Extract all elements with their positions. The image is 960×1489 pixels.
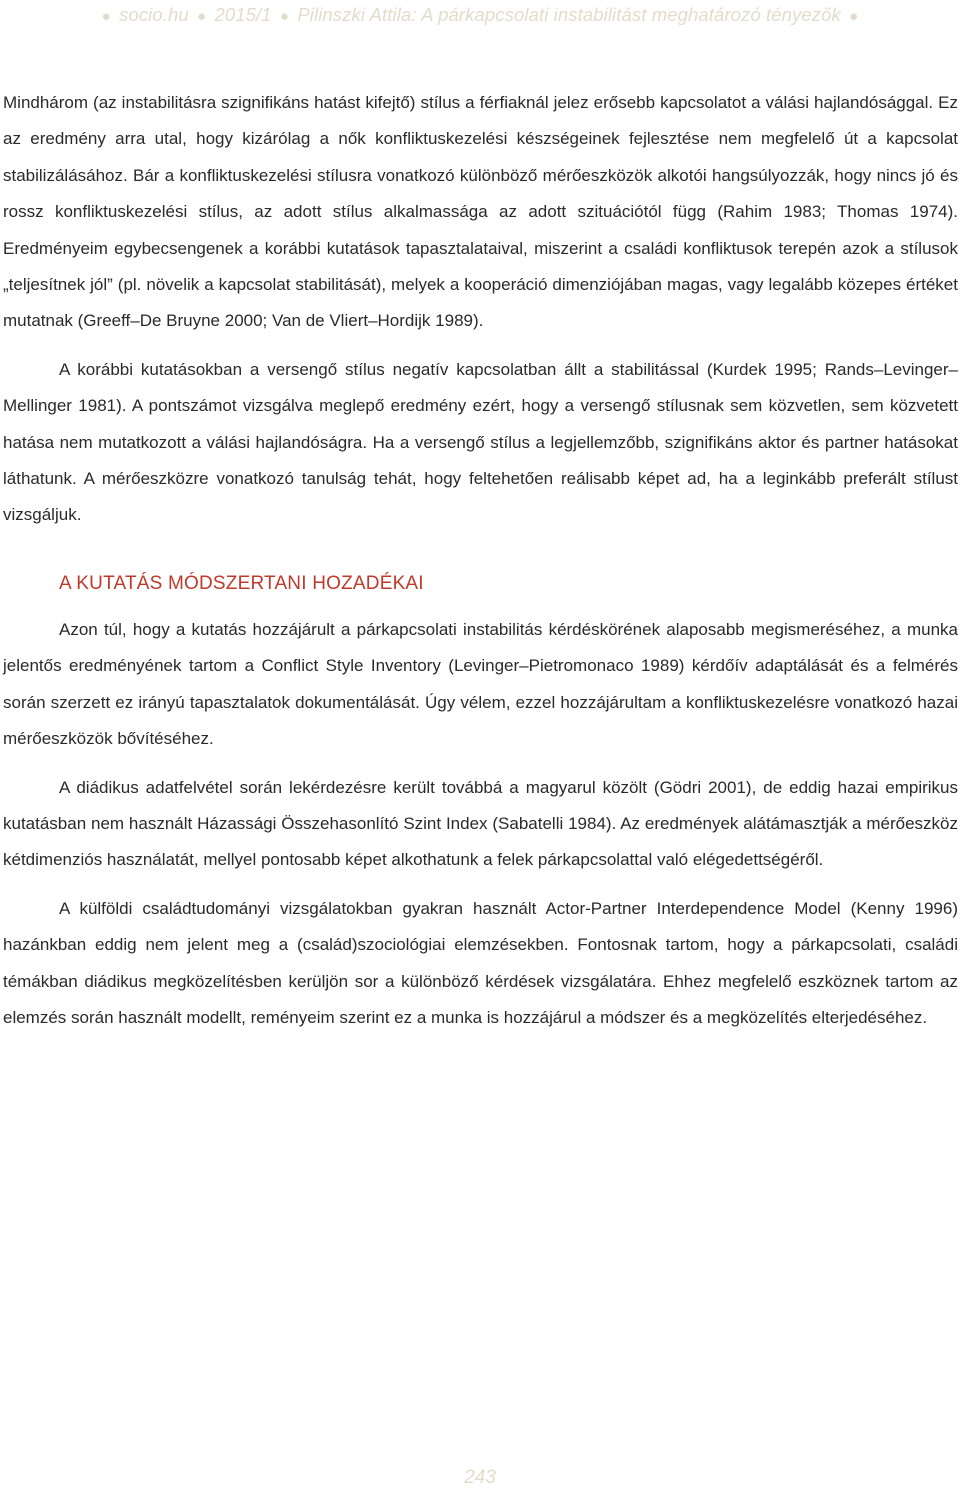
paragraph-4: A diádikus adatfelvétel során lekérdezésre került továbbá a magyarul közölt (Gödri 2001), de eddig hazai empirikus kutatásban nem használt Házassági Összehasonlító Szint Index (Sabatelli 1984). Az eredmények alátámasztják a mérőeszköz kétdimenziós használatát, mellyel pontosabb képet alkothatunk a felek párkapcsolattal való elégedettségéről.: [3, 777, 958, 870]
paragraph-1: Mindhárom (az instabilitásra szignifikáns hatást kifejtő) stílus a férfiaknál jelez erősebb kapcsolatot a válási hajlandósággal. Ez az eredmény arra utal, hogy kizárólag a nők konfliktuskezelési készségeinek fejlesztése nem megfelelő út a kapcsolat stabilizálásához. Bár a konfliktuskezelési stílusra vonatkozó különböző mérőeszközök alkotói hangsúlyozzák, hogy nincs jó és rossz konfliktuskezelési stílus, az adott stílus alkalmassága az adott szituációtól függ (Rahim 1983; Thomas 1974). Eredményeim egybecsengenek a korábbi kutatások tapasztalataival, miszerint a családi konfliktusok terepén azok a stílusok „teljesítnek jól” (pl. növelik a kapcsolat stabilitását), melyek a kooperáció dimenziójában magas, vagy legalább közepes értéket mutatnak (Greeff–De Bruyne 2000; Van de Vliert–Hordijk 1989).: [3, 93, 958, 331]
bullet-icon: ●: [849, 8, 859, 25]
header-issue: 2015/1: [214, 4, 272, 25]
running-header: [0, 4, 960, 26]
page-number: 243: [464, 1467, 496, 1488]
bullet-icon: ●: [279, 8, 290, 25]
bullet-icon: ●: [197, 8, 207, 25]
bullet-icon: ●: [101, 8, 111, 25]
paragraph-2: A korábbi kutatásokban a versengő stílus negatív kapcsolatban állt a stabilitással (Kurdek 1995; Rands–Levinger–Mellinger 1981). A pontszámot vizsgálva meglepő eredmény ezért, hogy a versengő stílusnak sem közvetlen, sem közvetett hatása nem mutatkozott a válási hajlandóságra. Ha a versengő stílus a legjellemzőbb, szignifikáns aktor és partner hatásokat láthatunk. A mérőeszközre vonatkozó tanulság tehát, hogy feltehetően reálisabb képet ad, ha a leginkább preferált stílust vizsgáljuk.: [3, 359, 958, 525]
article-body: [3, 85, 958, 1036]
header-site: socio.hu: [119, 4, 189, 25]
section-heading: A KUTATÁS MÓDSZERTANI HOZADÉKAI: [59, 572, 424, 594]
header-article: Pilinszki Attila: A párkapcsolati instabilitást meghatározó tényezők: [297, 4, 841, 25]
paragraph-5: A külföldi családtudományi vizsgálatokban gyakran használt Actor-Partner Interdependence Model (Kenny 1996) hazánkban eddig nem jelent meg a (család)szociológiai elemzésekben. Fontosnak tartom, hogy a párkapcsolati, családi témákban diádikus megközelítésben kerüljön sor a különböző kérdések vizsgálatára. Ehhez megfelelő eszköznek tartom az elemzés során használt modellt, reményeim szerint ez a munka is hozzájárul a módszer és a megközelítés elterjedéséhez.: [3, 898, 958, 1027]
paragraph-3: Azon túl, hogy a kutatás hozzájárult a párkapcsolati instabilitás kérdéskörének alaposabb megismeréséhez, a munka jelentős eredményének tartom a Conflict Style Inventory (Levinger–Pietromonaco 1989) kérdőív adaptálását és a felmérés során szerzett ez irányú tapasztalatok dokumentálását. Úgy vélem, ezzel hozzájárultam a konfliktuskezelésre vonatkozó hazai mérőeszközök bővítéséhez.: [3, 619, 958, 749]
